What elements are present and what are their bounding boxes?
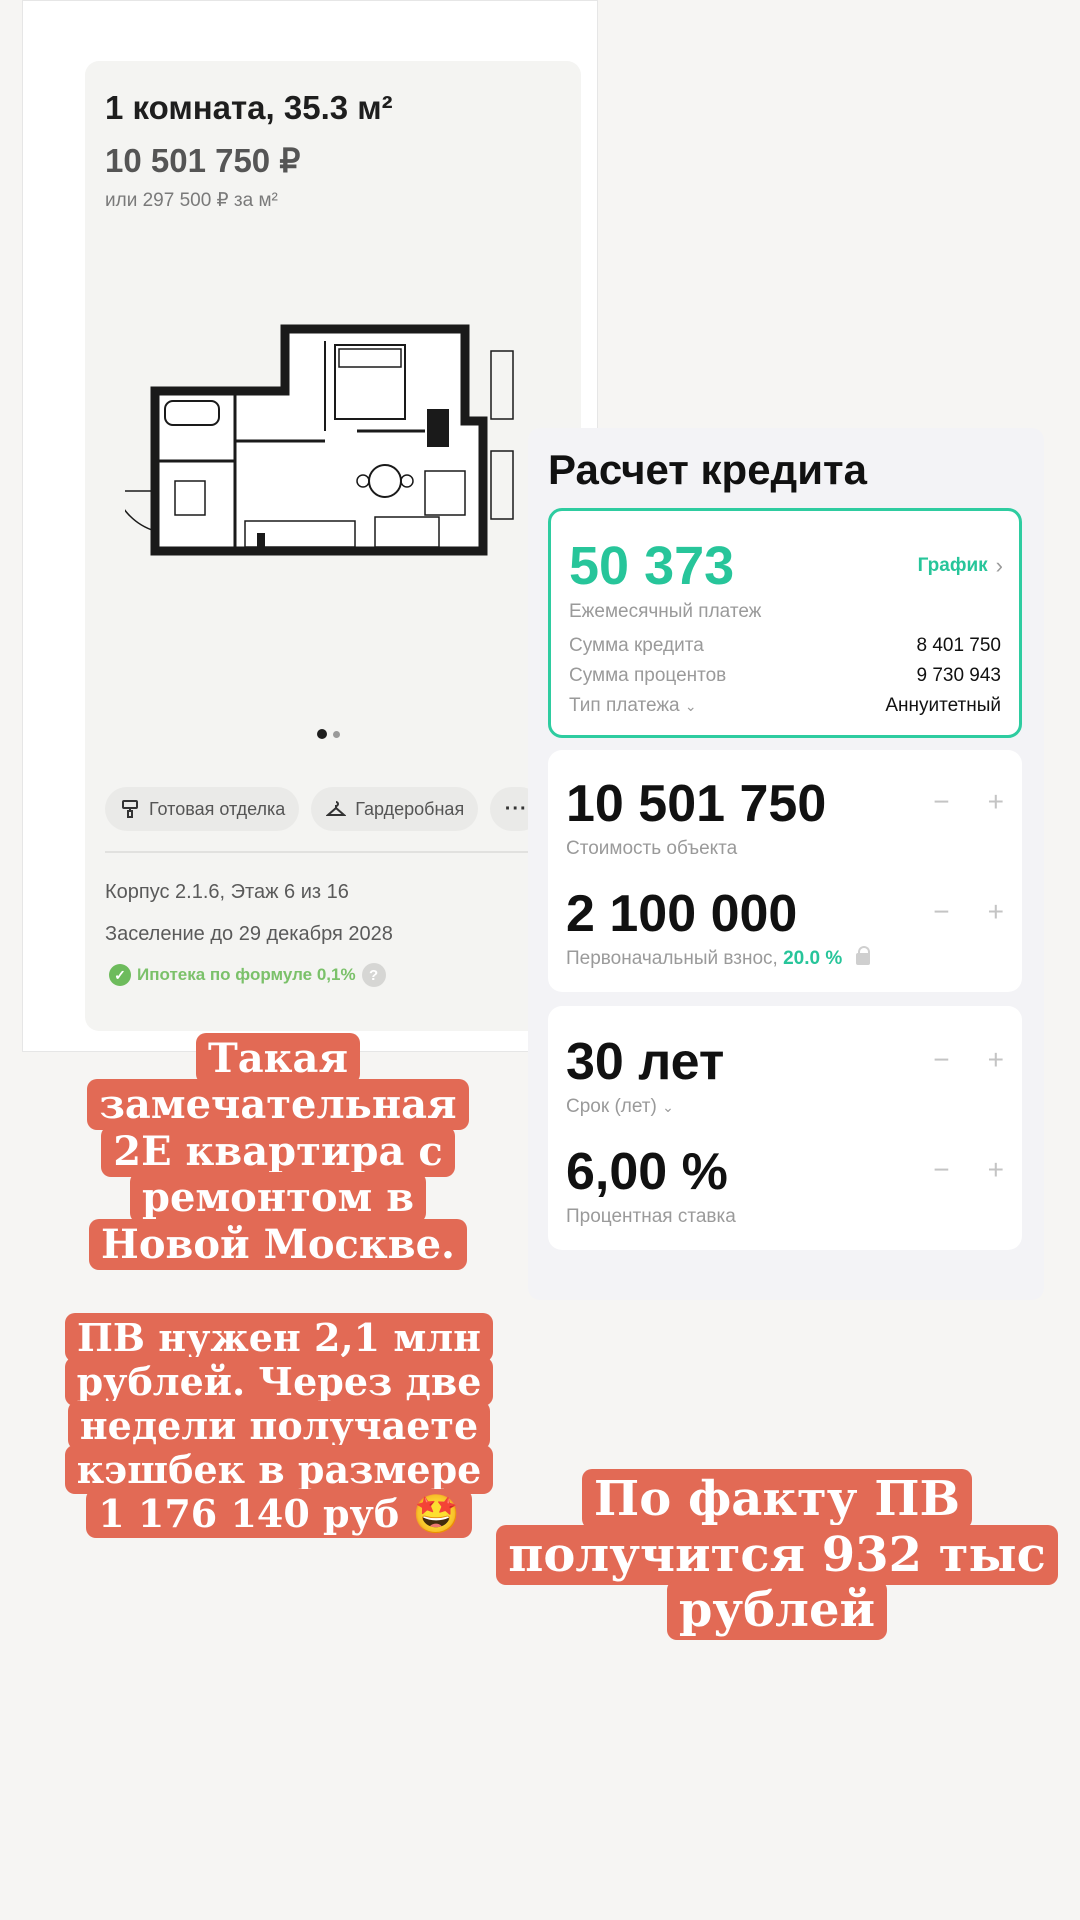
price-params-box: [548, 750, 1022, 992]
property-value-stepper: [933, 786, 1004, 818]
pager-dot-active[interactable]: [317, 729, 327, 739]
term-rate-params-box: [548, 1006, 1022, 1250]
rate-label: Процентная ставка: [566, 1206, 736, 1227]
floorplan-image[interactable]: [125, 321, 545, 611]
listing-title: 1 комната, 35.3 м²: [105, 89, 393, 126]
increase-button[interactable]: +: [987, 1154, 1004, 1185]
payment-type-row: [569, 695, 1001, 717]
more-chips-button[interactable]: ···: [490, 787, 542, 831]
decrease-button[interactable]: −: [933, 896, 950, 927]
caption-text: Такая замечательная 2Е квартира с ремонтом в Новой Москве.: [87, 1033, 468, 1270]
payment-type-label: Тип платежа: [569, 695, 680, 716]
property-value-label: Стоимость объекта: [566, 838, 738, 859]
check-icon: ✓: [109, 964, 131, 986]
down-payment-label-row: [566, 948, 870, 970]
chip-wardrobe[interactable]: [311, 787, 478, 831]
increase-button[interactable]: +: [987, 786, 1004, 817]
paint-roller-icon: [119, 798, 141, 820]
story-caption-apartment: [58, 1036, 498, 1268]
loan-amount-row: [569, 635, 1001, 657]
schedule-link-label: График: [917, 555, 988, 576]
pager-dot[interactable]: [333, 731, 340, 738]
feature-chips: [105, 787, 542, 831]
term-value[interactable]: 30 лет: [566, 1033, 725, 1091]
listing-card[interactable]: [85, 61, 581, 1031]
listing-screenshot: [22, 0, 598, 1052]
story-caption-cashback: [64, 1316, 494, 1536]
chip-finishing[interactable]: [105, 787, 299, 831]
caption-text: ПВ нужен 2,1 млн рублей. Через две недели получаете кэшбек в размере 1 176 140 руб 🤩: [65, 1313, 494, 1538]
chevron-down-icon: ⌄: [662, 1099, 674, 1115]
term-label: Срок (лет): [566, 1096, 657, 1117]
story-caption-result: [490, 1472, 1064, 1639]
rate-stepper: [933, 1154, 1004, 1186]
payment-type-selector[interactable]: [569, 695, 697, 717]
chevron-down-icon: ⌄: [684, 698, 697, 714]
payment-type-value: Аннуитетный: [885, 695, 1001, 716]
decrease-button[interactable]: −: [933, 1154, 950, 1185]
mortgage-badge[interactable]: [109, 963, 386, 987]
help-icon[interactable]: ?: [362, 963, 386, 987]
loan-amount-label: Сумма кредита: [569, 635, 704, 656]
decrease-button[interactable]: −: [933, 1044, 950, 1075]
rate-value[interactable]: 6,00 %: [566, 1143, 728, 1201]
schedule-link[interactable]: [918, 553, 1003, 579]
increase-button[interactable]: +: [987, 896, 1004, 927]
down-payment-value[interactable]: 2 100 000: [566, 885, 798, 943]
interest-row: [569, 665, 1001, 687]
property-value[interactable]: 10 501 750: [566, 775, 827, 833]
credit-calculator: [528, 428, 1044, 1300]
move-in-date: Заселение до 29 декабря 2028: [105, 923, 393, 945]
down-payment-stepper: [933, 896, 1004, 928]
increase-button[interactable]: +: [987, 1044, 1004, 1075]
mortgage-badge-label: Ипотека по формуле 0,1%: [137, 965, 356, 984]
interest-label: Сумма процентов: [569, 665, 727, 686]
credit-result-box: [548, 508, 1022, 738]
chevron-right-icon: ›: [995, 553, 1003, 578]
caption-text: По факту ПВ получится 932 тыс рублей: [496, 1469, 1058, 1640]
down-payment-percent: 20.0 %: [783, 948, 843, 969]
decrease-button[interactable]: −: [933, 786, 950, 817]
listing-price: 10 501 750 ₽: [105, 142, 301, 179]
chip-wardrobe-label: Гардеробная: [355, 798, 465, 819]
image-pager[interactable]: [317, 729, 340, 739]
building-floor-info: Корпус 2.1.6, Этаж 6 из 16: [105, 881, 349, 903]
term-selector[interactable]: [566, 1096, 674, 1118]
lock-icon[interactable]: [856, 953, 870, 965]
monthly-payment-label: Ежемесячный платеж: [569, 601, 762, 622]
monthly-payment-value: 50 373: [569, 536, 735, 596]
chip-finishing-label: Готовая отделка: [149, 798, 286, 819]
credit-title: Расчет кредита: [548, 446, 867, 493]
term-stepper: [933, 1044, 1004, 1076]
divider: [105, 851, 581, 853]
loan-amount-value: 8 401 750: [916, 635, 1001, 656]
price-per-sqm: или 297 500 ₽ за м²: [105, 190, 278, 211]
down-payment-label: Первоначальный взнос,: [566, 948, 778, 969]
interest-value: 9 730 943: [916, 665, 1001, 686]
hanger-icon: [325, 798, 347, 820]
